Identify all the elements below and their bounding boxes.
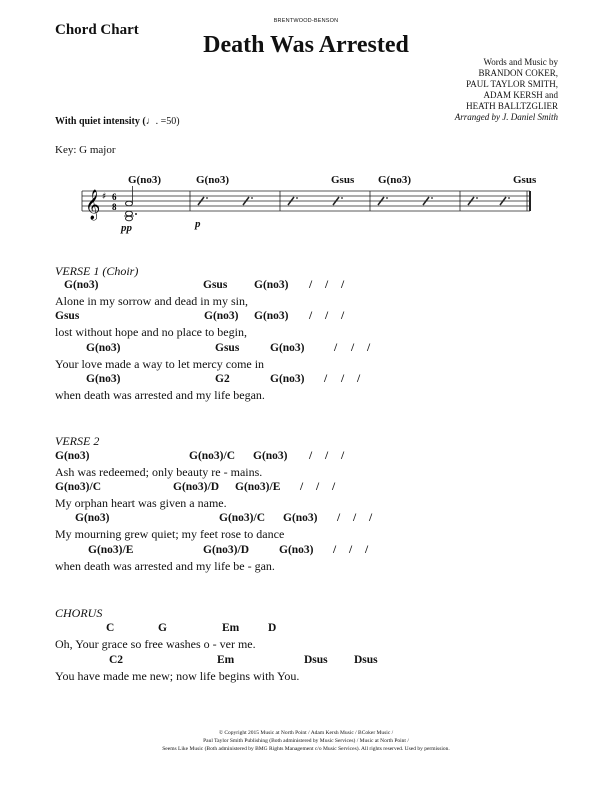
chord: Gsus [215,342,240,354]
chord: G2 [215,373,230,385]
chord: / [341,279,345,291]
chord: / [341,450,345,462]
section-label: VERSE 1 (Choir) [55,264,139,278]
section-label: VERSE 2 [55,434,100,448]
publisher-name: BRENTWOOD-BENSON [273,18,339,24]
chord: / [309,450,313,462]
chord: / [341,310,345,322]
time-sig-top: 6 [112,192,117,202]
chord: / [357,373,361,385]
credits-line: HEATH BALLTZGLIER [466,101,558,111]
chord: / [351,342,355,354]
copyright-line: © Copyright 2015 Music at North Point / Adam Kersh Music / BCoker Music / [218,730,394,736]
chord: / [325,279,329,291]
staff-chord: G(no3) [128,174,161,186]
chord: / [349,544,353,556]
time-sig-bottom: 8 [112,202,117,212]
chord: G(no3)/D [203,544,249,556]
chord: G(no3) [75,512,110,524]
section-label: CHORUS [55,606,103,620]
credits-line: ADAM KERSH and [483,90,558,100]
chord: D [268,622,277,634]
chord: G(no3) [270,342,305,354]
tempo-value: =50) [158,116,180,127]
chord: G(no3) [86,373,121,385]
credits-line: Words and Music by [483,57,558,67]
staff-chord: Gsus [331,174,355,186]
chord: / [309,279,313,291]
chord: / [332,481,336,493]
chord: Em [217,654,235,666]
chord: G(no3)/C [189,450,235,462]
chord: / [300,481,304,493]
chord: G(no3) [270,373,305,385]
music-staff [80,186,540,226]
chord: / [333,544,337,556]
lyric-line: You have made me new; now life begins with You. [55,669,300,683]
lyric-line: when death was arrested and my life began. [55,388,265,402]
chord: C2 [109,654,124,666]
chord: / [365,544,369,556]
chord: / [334,342,338,354]
tempo-note: ♩. [145,116,159,127]
staff-chord: Gsus [513,174,537,186]
chord: G(no3)/C [55,481,101,493]
key-signature-text: Key: G major [55,144,116,156]
chord: G(no3)/C [219,512,265,524]
chord: G(no3) [86,342,121,354]
staff-chord: G(no3) [196,174,229,186]
chart-type-label: Chord Chart [55,22,139,38]
chord: / [353,512,357,524]
chord: C [106,622,115,634]
song-title: Death Was Arrested [203,32,409,58]
chord: G(no3)/E [235,481,281,493]
chord: G(no3)/E [88,544,134,556]
tempo-marking [55,116,180,127]
copyright-notice [0,729,612,753]
copyright-line: Paul Taylor Smith Publishing (Both administered by Music Services) / Music at North Point / [203,738,409,744]
lyric-line: Oh, Your grace so free washes o - ver me. [55,637,256,651]
lyric-line: Ash was redeemed; only beauty re - mains. [55,465,263,479]
chord: Gsus [203,279,228,291]
copyright-line: Seems Like Music (Both administered by BMG Rights Management c/o Music Services). All rights reserved. Used by permission. [162,746,450,752]
chord: / [316,481,320,493]
tempo-label: With quiet intensity ( [55,116,146,127]
chord: / [325,310,329,322]
treble-clef-icon: 𝄞 [85,190,101,220]
credits-line: BRANDON COKER, [478,68,558,78]
chord: G(no3)/D [173,481,219,493]
chord: G(no3) [64,279,99,291]
credits [455,57,558,123]
credits-line: PAUL TAYLOR SMITH, [466,79,558,89]
arranger: Arranged by J. Daniel Smith [454,112,558,122]
lyric-line: My mourning grew quiet; my feet rose to dance [55,527,285,541]
chord: / [309,310,313,322]
staff-chord: G(no3) [378,174,411,186]
dynamic-marking: pp [121,222,132,234]
chord: / [324,373,328,385]
chord: G(no3) [55,450,90,462]
chord: Dsus [304,654,328,666]
chord: G(no3) [253,450,288,462]
chord: G(no3) [279,544,314,556]
chord: / [369,512,373,524]
chord: Em [222,622,240,634]
chord: G [158,622,167,634]
lyric-line: My orphan heart was given a name. [55,496,227,510]
lyric-line: lost without hope and no place to begin, [55,325,247,339]
key-sharp-icon: ♯ [102,192,107,202]
lyric-line: Alone in my sorrow and dead in my sin, [55,294,248,308]
chord: G(no3) [204,310,239,322]
chord: / [367,342,371,354]
chord: / [337,512,341,524]
chord: G(no3) [254,310,289,322]
chord: G(no3) [283,512,318,524]
dynamic-marking: p [195,218,201,230]
chord: Dsus [354,654,378,666]
chord: / [325,450,329,462]
chord: / [341,373,345,385]
chord: Gsus [55,310,80,322]
lyric-line: when death was arrested and my life be - gan. [55,559,275,573]
chord: G(no3) [254,279,289,291]
lyric-line: Your love made a way to let mercy come in [55,357,265,371]
